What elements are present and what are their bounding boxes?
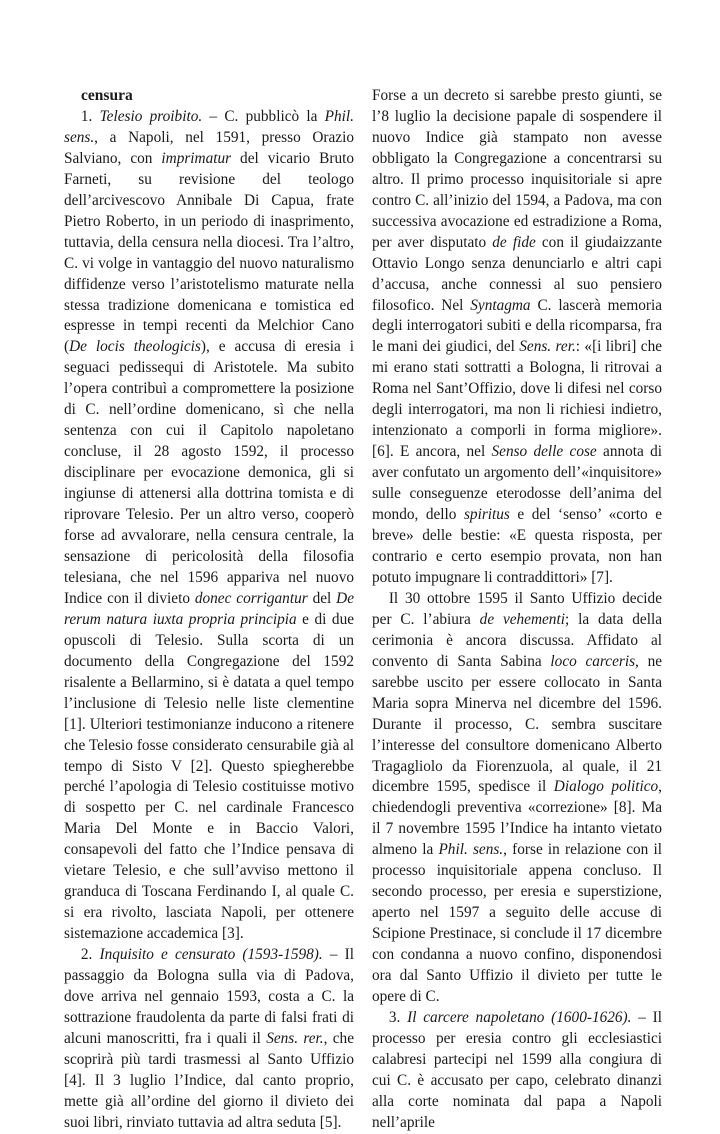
text-run: – C. pubblicò la — [202, 107, 325, 125]
italic-run: donec corrigantur — [194, 589, 308, 607]
italic-run: loco carceris — [550, 652, 636, 670]
text-run: del vicario Bruto Farneti, su revisione del teologo dell’arcivescovo Annibale Di Capua, frate Pietro Roberto, in un periodo di inasprimento, tuttavia, della censura nella diocesi. Tra l’altro, C. vi volge in vantaggio del nuovo naturalismo diffidenze verso l’aristotelismo maturate nella stessa tradizione domenicana e tomistica ed espresse in tempi recenti da Melchior Cano ( — [64, 149, 354, 356]
text-run: ), e accusa di eresia i seguaci pedissequi di Aristotele. Ma subito l’opera contribuì a compromettere la posizione di C. nell’ordine domenicano, sì che nella sentenza con cui il Capitolo napoletano concluse, il 28 agosto 1592, il processo disciplinare per evocazione demonica, gli si ingiunse di attenersi alla dottrina tomista e di riprovare Telesio. Per un altro verso, cooperò forse ad avvalorare, nella censura centrale, la sensazione di pericolosità della filosofia telesiana, che nel 1596 appariva nel nuovo Indice con il divieto — [64, 338, 354, 607]
section-number: 3. — [388, 1008, 401, 1026]
text-run: Il 30 ottobre 1595 il Santo Uffizio decide per C. l’abiura — [372, 589, 662, 628]
italic-run: Phil. sens. — [438, 841, 504, 859]
text-run: – Il passaggio da Bologna sulla via di Padova, dove arriva nel gennaio 1593, costa a C. la sottrazione fraudolenta da parte di falsi frati di alcuni manoscritti, fra i quali il — [64, 946, 355, 1047]
italic-run: Sens. rer. — [266, 1029, 324, 1047]
section-title: Inquisito e censurato (1593-1598). — [99, 946, 323, 964]
text-run: del — [307, 589, 337, 607]
italic-run: De locis theologicis — [69, 338, 201, 356]
text-run: , chiedendogli preventiva «correzione» [8]. Ma il 7 novembre 1595 l’Indice ha intanto vietato almeno la — [372, 778, 662, 859]
text-run: , che scoprirà più tardi trasmessi al Santo Uffizio [4]. Il 3 luglio l’Indice, dal canto proprio, mette già all’ordine del giorno il divieto dei suoi libri, rinviato tuttavia ad altra seduta [5]. — [64, 1029, 354, 1131]
italic-run: Phil. sens. — [64, 107, 354, 146]
section-number: 1. — [80, 107, 93, 125]
italic-run: spiritus — [463, 506, 510, 524]
left-column — [64, 86, 354, 1134]
text-run: e di due opuscoli di Telesio. Sulla scorta di un documento della Congregazione del 1592 risalente a Bellarmino, si è datata a quel tempo l’inclusione di Telesio nelle liste clementine [1]. Ulteriori testimonianze inducono a ritenere che Telesio fosse considerato censurabile già al tempo di Sisto V [2]. Questo spiegherebbe perché l’apologia di Telesio costituisse motivo di sospetto per C. nel cardinale Francesco Maria Del Monte e in Baccio Valori, consapevoli del fatto che l’Indice pensava di vietare Telesio, e che sull’avviso mettono il granduca di Toscana Ferdinando I, al quale C. si era rivolto, lasciata Napoli, per ottenere sistemazione accademica [3]. — [64, 610, 355, 943]
continued-paragraph — [372, 86, 662, 589]
text-run: con il giudaizzante Ottavio Longo senza denunciarlo e altri capi d’accusa, anche connessi al suo pensiero filosofico. Nel — [372, 233, 662, 314]
section-2-paragraph — [64, 945, 354, 1134]
text-run: – Il processo per eresia contro gli ecclesiastici calabresi partecipi nel 1599 alla congiura di cui C. è accusato per capo, celebrato dinanzi alla corte nominata dal papa a Napoli nell’aprile — [372, 1008, 662, 1131]
text-run: ; la data della cerimonia è ancora discussa. Affidato al convento di Santa Sabina — [372, 610, 663, 670]
entry-heading: censura — [81, 87, 133, 104]
italic-run: de fide — [492, 233, 536, 251]
text-run: annota di aver confutato un argomento dell’«inquisitore» sulle conseguenze eterodosse dell’anima del mondo, dello — [372, 443, 663, 524]
section-number: 2. — [80, 946, 93, 964]
italic-run: imprimatur — [161, 149, 232, 167]
text-run: : «[i libri] che mi erano stati sottratti a Bologna, li ritrovai a Roma nel Sant’Offizio, dove li difesi nel corso degli interrogatori, ma non li richiesi indietro, intenzionato a comporli in forma migliore». [6]. E ancora, nel — [372, 338, 663, 461]
italic-run: De rerum natura iuxta propria principia — [64, 589, 354, 628]
text-run: Forse a un decreto si sarebbe presto giunti, se l’8 luglio la decisione papale di sospendere il nuovo Indice già stampato non avesse obbligato la Congregazione a concentrarsi su altro. Il primo processo inquisitoriale si apre contro C. all’inizio del 1594, a Padova, ma con successiva avocazione ed estradizione a Roma, per aver disputato — [372, 87, 662, 251]
italic-run: Dialogo politico — [553, 778, 659, 796]
section-title: Telesio proibito. — [99, 107, 203, 125]
text-run: , ne sarebbe uscito per essere collocato in Santa Maria sopra Minerva nel dicembre del 1596. Durante il processo, C. sembra suscitare l’interesse del consultore domenicano Alberto Tragagliolo da Fiorenzuola, al quale, il 21 dicembre 1595, spedisce il — [372, 652, 663, 796]
italic-run: Syntagma — [470, 296, 531, 314]
paragraph — [372, 589, 662, 1008]
text-run: e del ‘senso’ «corto e breve» delle bestie: «E questa risposta, per contrario e certo esempio provata, non han potuto impugnare li contraddittori» [7]. — [372, 506, 662, 586]
text-run: C. lascerà memoria degli interrogatori subiti e della ricomparsa, fra le mani dei giudici, del — [372, 296, 663, 356]
section-title: Il carcere napoletano (1600-1626). — [407, 1008, 632, 1026]
right-column — [372, 86, 662, 1134]
section-1-paragraph — [64, 107, 354, 945]
italic-run: Senso delle cose — [491, 443, 597, 461]
text-run: , a Napoli, nel 1591, presso Orazio Salviano, con — [64, 128, 354, 167]
section-3-paragraph — [372, 1008, 662, 1134]
italic-run: Sens. rer. — [519, 338, 576, 356]
text-run: , forse in relazione con il processo inquisitoriale appena concluso. Il secondo processo, per eresia e superstizione, aperto nel 1597 a seguito delle accuse di Scipione Prestinace, si conclude il 17 dicembre con condanna a nuovo confino, disponendosi ora dal Santo Uffizio il divieto per tutte le opere di C. — [372, 841, 663, 1005]
italic-run: de vehementi — [479, 610, 565, 628]
